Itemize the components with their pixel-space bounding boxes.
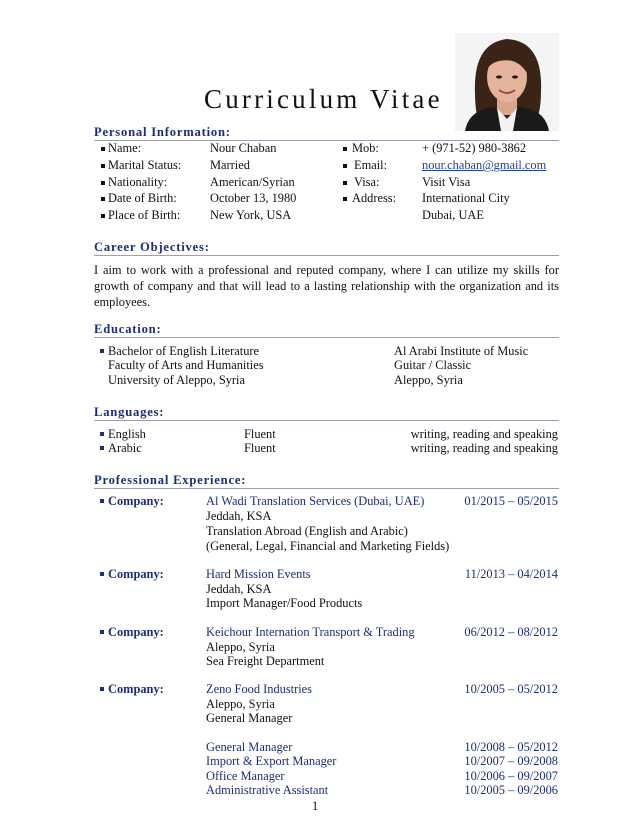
role-title: Office Manager <box>206 769 285 783</box>
visa-label: Visa: <box>354 175 380 189</box>
mob-value: + (971-52) 980-3862 <box>422 141 527 155</box>
company-label: Company: <box>108 494 164 508</box>
section-heading-languages: Languages: <box>94 405 559 421</box>
company-dates: 06/2012 – 08/2012 <box>464 625 558 639</box>
bullet-icon <box>101 181 105 185</box>
pob-label: Place of Birth: <box>108 208 181 222</box>
bullet-icon <box>100 572 104 576</box>
company-detail: Translation Abroad (English and Arabic) <box>206 524 408 538</box>
section-heading-personal: Personal Information: <box>94 125 559 141</box>
visa-value: Visit Visa <box>422 175 471 189</box>
company-detail: (General, Legal, Financial and Marketing Fields) <box>206 539 450 553</box>
role-title: General Manager <box>206 740 293 754</box>
dob-label: Date of Birth: <box>108 191 177 205</box>
company-dates: 11/2013 – 04/2014 <box>464 567 558 581</box>
role-dates: 10/2007 – 09/2008 <box>464 754 558 768</box>
language-name: Arabic <box>108 441 142 455</box>
company-name: Hard Mission Events <box>206 567 311 581</box>
company-detail: Aleppo, Syria <box>206 640 275 654</box>
document-title: Curriculum Vitae <box>204 84 443 114</box>
bullet-icon <box>100 687 104 691</box>
role-dates: 10/2008 – 05/2012 <box>464 740 558 754</box>
education-line: Guitar / Classic <box>394 358 472 372</box>
dob-value: October 13, 1980 <box>210 191 297 205</box>
marital-status-label: Marital Status: <box>108 158 182 172</box>
company-name: Zeno Food Industries <box>206 682 312 696</box>
bullet-icon <box>343 164 347 168</box>
role-title: Administrative Assistant <box>206 783 329 797</box>
address-value-line2: Dubai, UAE <box>422 208 484 222</box>
section-heading-education: Education: <box>94 322 559 338</box>
company-dates: 10/2005 – 05/2012 <box>464 682 558 696</box>
role-dates: 10/2005 – 09/2006 <box>464 783 558 797</box>
education-line: Bachelor of English Literature <box>108 344 260 358</box>
company-detail: Jeddah, KSA <box>206 509 272 523</box>
bullet-icon <box>100 349 104 353</box>
language-name: English <box>108 427 146 441</box>
company-detail: Sea Freight Department <box>206 654 325 668</box>
language-skills: writing, reading and speaking <box>410 441 558 455</box>
company-detail: Import Manager/Food Products <box>206 596 363 610</box>
language-skills: writing, reading and speaking <box>410 427 558 441</box>
bullet-icon <box>100 499 104 503</box>
education-line: Al Arabi Institute of Music <box>394 344 529 358</box>
mob-label: Mob: <box>352 141 379 155</box>
bullet-icon <box>343 181 347 185</box>
name-value: Nour Chaban <box>210 141 277 155</box>
company-label: Company: <box>108 567 164 581</box>
profile-photo <box>455 33 559 131</box>
bullet-icon <box>101 147 105 151</box>
education-line: University of Aleppo, Syria <box>108 373 245 387</box>
company-name: Keichour Internation Transport & Trading <box>206 625 415 639</box>
bullet-icon <box>101 197 105 201</box>
address-label: Address: <box>352 191 397 205</box>
address-value: International City <box>422 191 510 205</box>
education-line: Faculty of Arts and Humanities <box>108 358 264 372</box>
company-label: Company: <box>108 682 164 696</box>
email-link[interactable]: nour.chaban@gmail.com <box>422 158 547 172</box>
nationality-label: Nationality: <box>108 175 168 189</box>
bullet-icon <box>343 197 347 201</box>
company-name: Al Wadi Translation Services (Dubai, UAE) <box>206 494 425 508</box>
language-level: Fluent <box>244 427 276 441</box>
nationality-value: American/Syrian <box>210 175 295 189</box>
marital-status-value: Married <box>210 158 250 172</box>
bullet-icon <box>101 164 105 168</box>
email-label: Email: <box>354 158 388 172</box>
bullet-icon <box>100 630 104 634</box>
company-detail: General Manager <box>206 711 293 725</box>
bullet-icon <box>101 214 105 218</box>
section-heading-experience: Professional Experience: <box>94 473 559 489</box>
career-objective-text: I aim to work with a professional and reputed company, where I can utilize my skills for growth of company and that will lead to a lasting relationship with the organization and its employees. <box>94 263 559 309</box>
role-title: Import & Export Manager <box>206 754 337 768</box>
pob-value: New York, USA <box>210 208 292 222</box>
company-detail: Jeddah, KSA <box>206 582 272 596</box>
name-label: Name: <box>108 141 142 155</box>
company-label: Company: <box>108 625 164 639</box>
company-detail: Aleppo, Syria <box>206 697 275 711</box>
bullet-icon <box>100 446 104 450</box>
language-level: Fluent <box>244 441 276 455</box>
section-heading-career: Career Objectives: <box>94 240 559 256</box>
company-dates: 01/2015 – 05/2015 <box>464 494 558 508</box>
bullet-icon <box>100 432 104 436</box>
page-number: 1 <box>312 799 319 813</box>
bullet-icon <box>343 147 347 151</box>
education-line: Aleppo, Syria <box>394 373 463 387</box>
role-dates: 10/2006 – 09/2007 <box>464 769 558 783</box>
